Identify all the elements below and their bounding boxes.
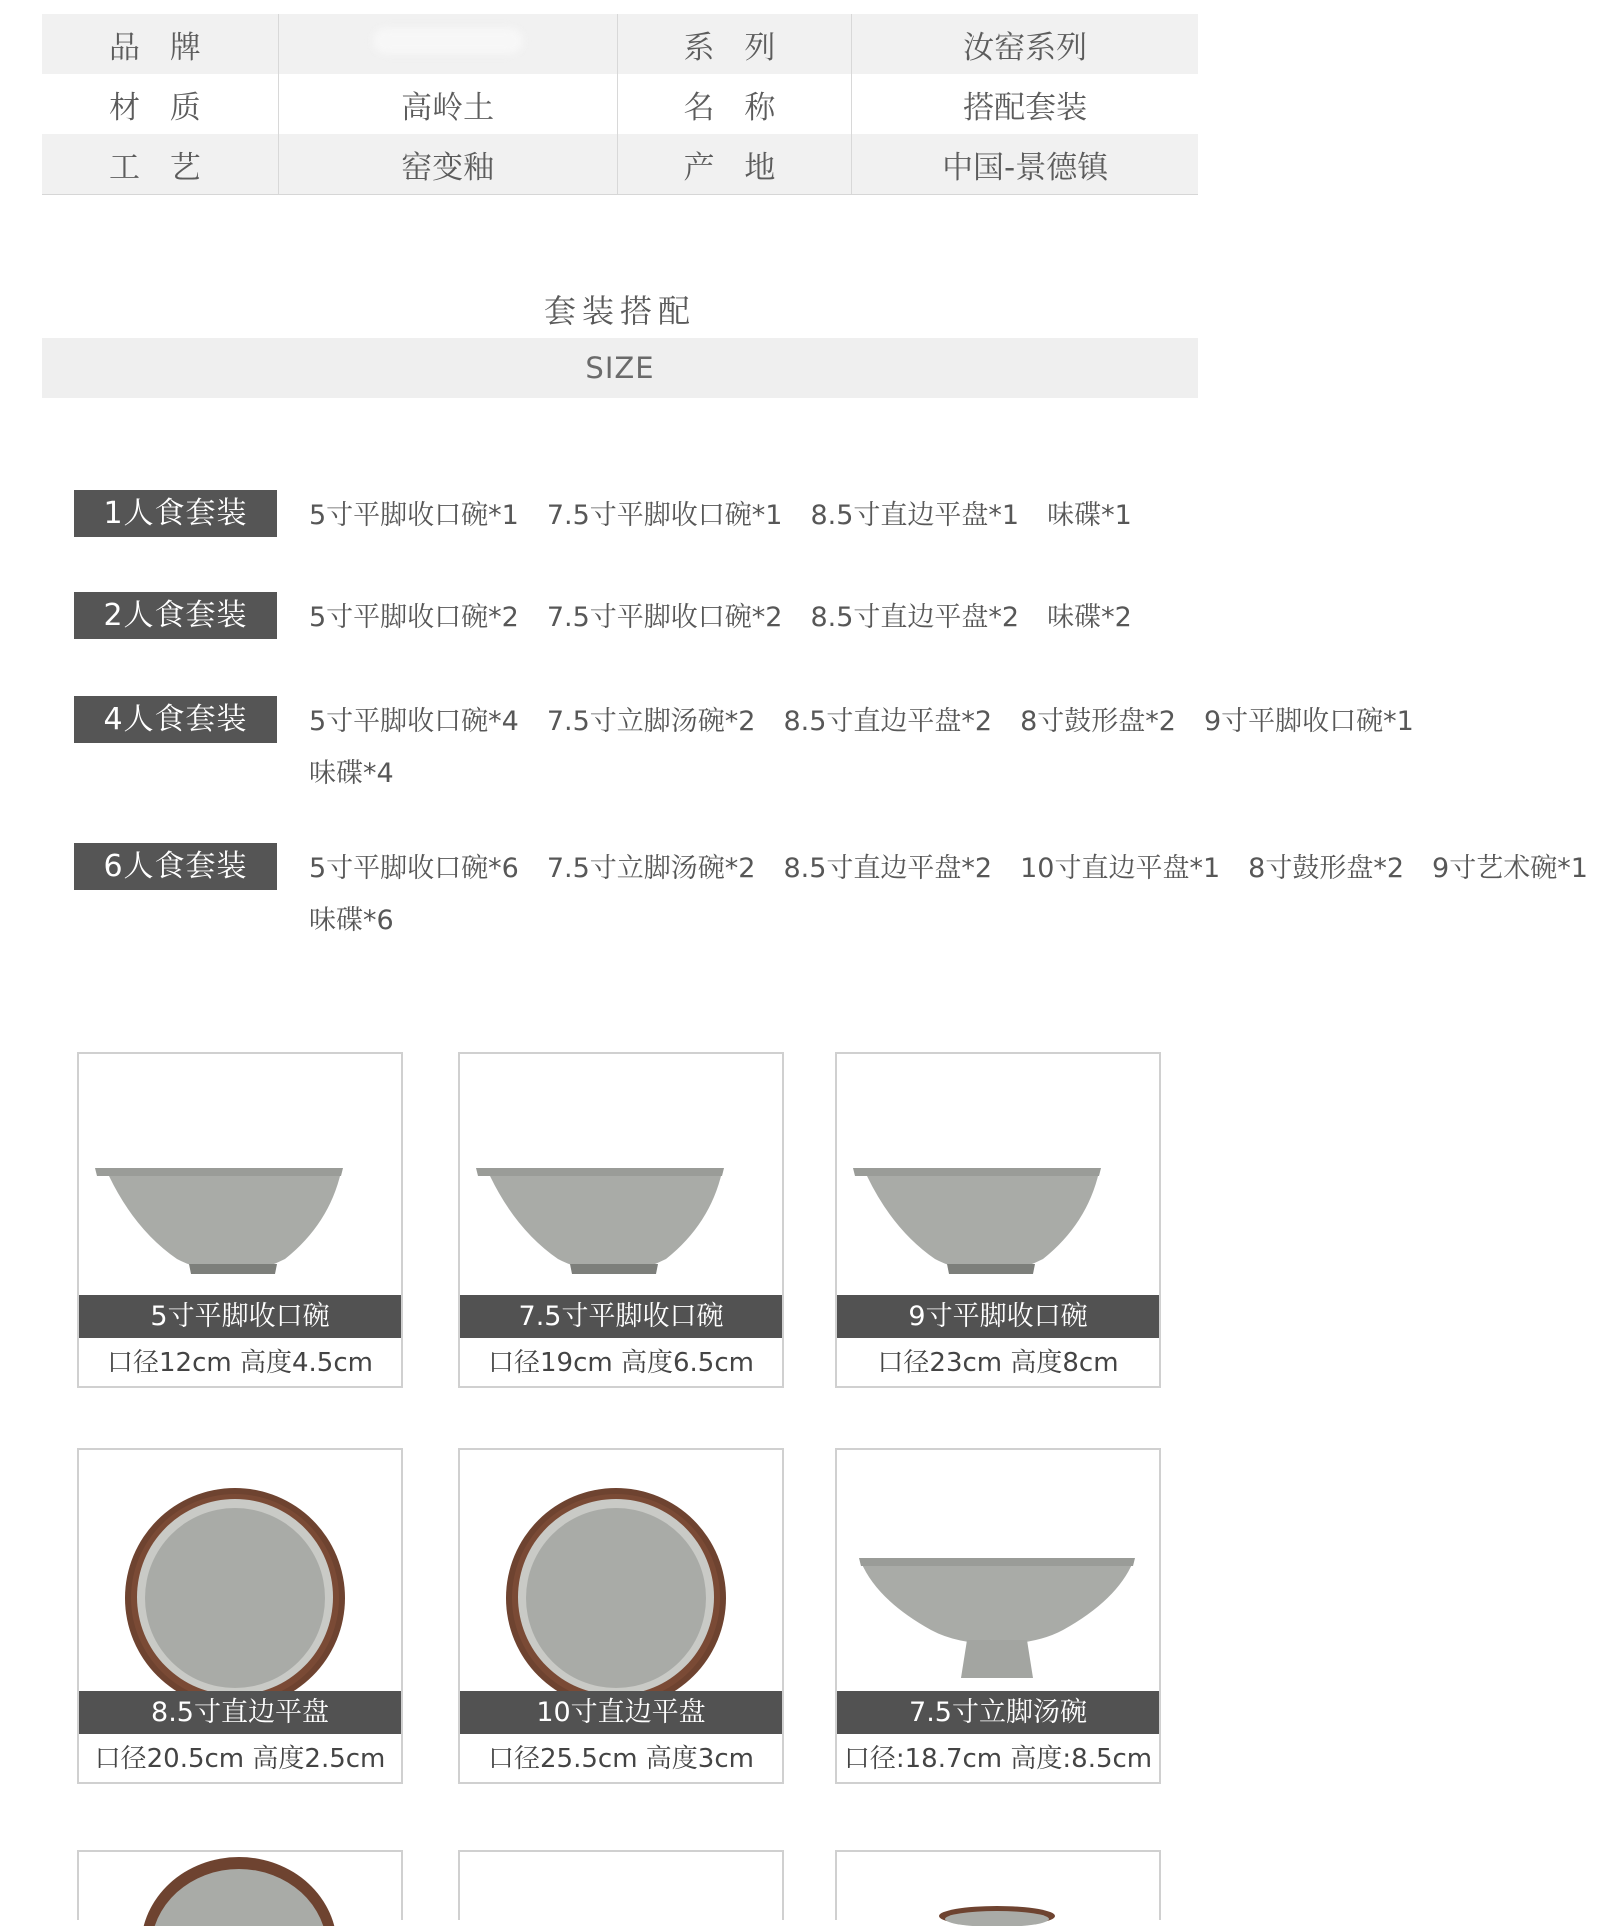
set-item: 5寸平脚收口碗*4 — [309, 706, 519, 737]
product-name: 7.5寸立脚汤碗 — [837, 1691, 1159, 1734]
product-name: 10寸直边平盘 — [460, 1691, 782, 1734]
set-label: 6人食套装 — [74, 843, 277, 890]
set-items — [309, 843, 1588, 947]
product-card[interactable] — [77, 1448, 403, 1784]
spec-value-brand — [278, 14, 617, 74]
set-item: 5寸平脚收口碗*6 — [309, 853, 519, 884]
product-card[interactable] — [77, 1052, 403, 1388]
product-card[interactable] — [835, 1448, 1161, 1784]
set-items — [309, 490, 1179, 542]
set-label: 1人食套装 — [74, 490, 277, 537]
set-label: 2人食套装 — [74, 592, 277, 639]
bowl-image — [79, 1054, 401, 1294]
set-item: 8.5寸直边平盘*2 — [783, 706, 993, 737]
set-item: 7.5寸平脚收口碗*1 — [546, 500, 783, 531]
plate-image — [460, 1450, 782, 1690]
product-name: 8.5寸直边平盘 — [79, 1691, 401, 1734]
product-card[interactable] — [458, 1052, 784, 1388]
product-dimensions: 口径20.5cm 高度2.5cm — [94, 1744, 386, 1774]
set-item: 5寸平脚收口碗*2 — [309, 602, 519, 633]
product-dimensions: 口径25.5cm 高度3cm — [488, 1744, 754, 1774]
plate-image — [79, 1450, 401, 1690]
set-item: 味碟*4 — [309, 758, 394, 789]
set-item: 7.5寸立脚汤碗*2 — [546, 853, 756, 884]
blurred-brand — [373, 28, 523, 54]
spec-table — [42, 14, 1198, 195]
product-name: 7.5寸平脚收口碗 — [460, 1295, 782, 1338]
set-item: 味碟*1 — [1047, 500, 1132, 531]
product-card[interactable] — [458, 1448, 784, 1784]
set-item: 味碟*6 — [309, 905, 394, 936]
plate-image — [79, 1852, 401, 1922]
set-item: 5寸平脚收口碗*1 — [309, 500, 519, 531]
footed-bowl-image — [837, 1450, 1159, 1690]
spec-value: 汝窑系列 — [852, 14, 1198, 74]
spec-key: 材 质 — [42, 74, 278, 134]
set-label: 4人食套装 — [74, 696, 277, 743]
set-item: 7.5寸平脚收口碗*2 — [546, 602, 783, 633]
spec-row — [42, 134, 1198, 195]
bowl-image — [837, 1852, 1159, 1922]
product-card-partial — [77, 1850, 403, 1920]
spec-key: 产 地 — [617, 134, 852, 195]
product-dimensions: 口径12cm 高度4.5cm — [107, 1348, 373, 1378]
set-item: 9寸艺术碗*1 — [1432, 853, 1588, 884]
bowl-image — [837, 1054, 1159, 1294]
spec-value: 窑变釉 — [278, 134, 617, 195]
product-card-partial — [458, 1850, 784, 1920]
section-title: 套装搭配 — [543, 292, 696, 330]
set-items — [309, 592, 1179, 644]
set-items — [309, 696, 1414, 800]
set-item: 8.5寸直边平盘*1 — [810, 500, 1020, 531]
product-name: 9寸平脚收口碗 — [837, 1295, 1159, 1338]
product-name: 5寸平脚收口碗 — [79, 1295, 401, 1338]
spec-value: 搭配套装 — [852, 74, 1198, 134]
spec-key: 品 牌 — [42, 14, 278, 74]
spec-value: 高岭土 — [278, 74, 617, 134]
set-item: 7.5寸立脚汤碗*2 — [546, 706, 756, 737]
set-item: 8.5寸直边平盘*2 — [783, 853, 993, 884]
product-card-partial — [835, 1850, 1161, 1920]
set-item: 8.5寸直边平盘*2 — [810, 602, 1020, 633]
spec-row — [42, 14, 1198, 74]
spec-key: 工 艺 — [42, 134, 278, 195]
set-item: 10寸直边平盘*1 — [1020, 853, 1221, 884]
size-bar: SIZE — [42, 338, 1198, 398]
product-card[interactable] — [835, 1052, 1161, 1388]
product-dimensions: 口径19cm 高度6.5cm — [488, 1348, 754, 1378]
product-dimensions: 口径:18.7cm 高度:8.5cm — [843, 1744, 1153, 1774]
product-dimensions: 口径23cm 高度8cm — [877, 1348, 1119, 1378]
spec-key: 名 称 — [617, 74, 852, 134]
set-item: 9寸平脚收口碗*1 — [1203, 706, 1414, 737]
spec-row — [42, 74, 1198, 134]
spec-key: 系 列 — [617, 14, 852, 74]
bowl-image — [460, 1054, 782, 1294]
set-item: 8寸鼓形盘*2 — [1248, 853, 1405, 884]
spec-value: 中国-景德镇 — [852, 134, 1198, 195]
set-item: 8寸鼓形盘*2 — [1020, 706, 1176, 737]
set-item: 味碟*2 — [1047, 602, 1132, 633]
